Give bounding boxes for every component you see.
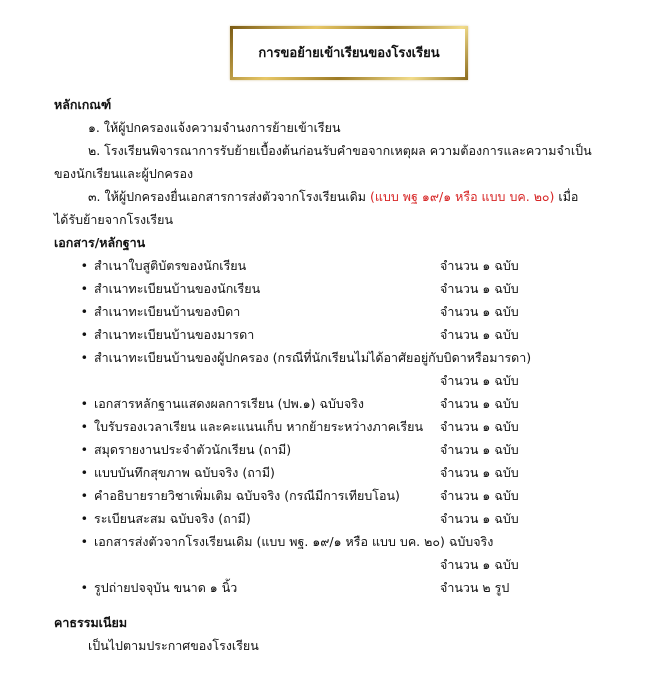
document-qty: จำนวน ๑ ฉบับ [440, 304, 519, 319]
document-qty: จำนวน ๑ ฉบับ [440, 442, 519, 457]
document-item [54, 507, 614, 530]
document-qty: จำนวน ๑ ฉบับ [440, 327, 519, 342]
bullet-icon: • [80, 511, 88, 526]
document-name: สำเนาใบสูติบัตรของนักเรียน [94, 258, 247, 273]
criteria-item-3-text: ๓. ให้ผู้ปกครองยื่นเอกสารการส่งตัวจากโรงเรียนเดิม [88, 189, 367, 204]
document-item [54, 576, 614, 599]
documents-heading: เอกสาร/หลักฐาน [54, 235, 146, 250]
title-text: การขอย้ายเข้าเรียนของโรงเรียน [258, 45, 440, 61]
document-qty: จำนวน ๒ รูป [440, 580, 510, 595]
document-item [54, 415, 614, 438]
bullet-icon: • [80, 281, 88, 296]
document-item [54, 392, 614, 415]
document-name: สำเนาทะเบียนบ้านของนักเรียน [94, 281, 261, 296]
document-name: สำเนาทะเบียนบ้านของผู้ปกครอง (กรณีที่นักเรียนไม่ได้อาศัยอยู่กับบิดาหรือมารดา) [94, 350, 532, 365]
document-name: ระเบียนสะสม ฉบับจริง (ถามี) [94, 511, 251, 526]
document-body [54, 93, 614, 657]
document-qty: จำนวน ๑ ฉบับ [440, 281, 519, 296]
document-qty: จำนวน ๑ ฉบับ [440, 488, 519, 503]
document-qty: จำนวน ๑ ฉบับ [440, 465, 519, 480]
document-item [54, 438, 614, 461]
document-item [54, 323, 614, 346]
document-name: แบบบันทึกสุขภาพ ฉบับจริง (ถามี) [94, 465, 275, 480]
criteria-item-3-continued: ได้รับย้ายจากโรงเรียน [54, 212, 174, 227]
document-name: คำอธิบายรายวิชาเพิ่มเติม ฉบับจริง (กรณีมีการเทียบโอน) [94, 488, 400, 503]
document-qty: จำนวน ๑ ฉบับ [440, 419, 519, 434]
bullet-icon: • [80, 258, 88, 273]
document-name: สำเนาทะเบียนบ้านของมารดา [94, 327, 255, 342]
bullet-icon: • [80, 350, 88, 365]
document-item [54, 530, 614, 553]
section-spacer [54, 599, 614, 611]
document-name: รูปถ่ายปจจุบัน ขนาด ๑ นิ้ว [94, 580, 238, 595]
bullet-icon: • [80, 396, 88, 411]
bullet-icon: • [80, 580, 88, 595]
criteria-item-3-form-ref: (แบบ พฐ ๑๙/๑ หรือ แบบ บค. ๒๐) [370, 189, 555, 204]
document-qty: จำนวน ๑ ฉบับ [440, 373, 519, 388]
criteria-heading: หลักเกณฑ์ [54, 97, 112, 112]
bullet-icon: • [80, 327, 88, 342]
bullet-icon: • [80, 442, 88, 457]
criteria-item-2: ๒. โรงเรียนพิจารณาการรับย้ายเบื้องต้นก่อนรับคำขอจากเหตุผล ความต้องการและความจำเป็น [88, 143, 592, 158]
document-name: สำเนาทะเบียนบ้านของบิดา [94, 304, 241, 319]
document-name: ใบรับรองเวลาเรียน และคะแนนเก็บ หากย้ายระหว่างภาคเรียน [94, 419, 423, 434]
document-name: เอกสารหลักฐานแสดงผลการเรียน (ปพ.๑) ฉบับจริง [94, 396, 364, 411]
document-item [54, 484, 614, 507]
bullet-icon: • [80, 419, 88, 434]
criteria-item-3 [54, 185, 614, 208]
document-item [54, 254, 614, 277]
document-title [230, 26, 468, 80]
fees-text: เป็นไปตามประกาศของโรงเรียน [88, 638, 259, 653]
document-qty: จำนวน ๑ ฉบับ [440, 258, 519, 273]
document-item [54, 277, 614, 300]
document-qty: จำนวน ๑ ฉบับ [440, 511, 519, 526]
document-name: สมุดรายงานประจำตัวนักเรียน (ถามี) [94, 442, 292, 457]
bullet-icon: • [80, 304, 88, 319]
document-qty: จำนวน ๑ ฉบับ [440, 396, 519, 411]
document-item [54, 346, 614, 369]
fees-heading: คาธรรมเนียม [54, 615, 128, 630]
criteria-item-1: ๑. ให้ผู้ปกครองแจ้งความจำนงการย้ายเข้าเรียน [88, 120, 341, 135]
document-qty: จำนวน ๑ ฉบับ [440, 557, 519, 572]
document-item [54, 300, 614, 323]
documents-list [54, 254, 614, 599]
criteria-item-3-tail: เมื่อ [558, 189, 579, 204]
bullet-icon: • [80, 488, 88, 503]
criteria-item-2-continued: ของนักเรียนและผู้ปกครอง [54, 166, 194, 181]
document-item [54, 461, 614, 484]
bullet-icon: • [80, 465, 88, 480]
document-name: เอกสารส่งตัวจากโรงเรียนเดิม (แบบ พฐ. ๑๙/๑ หรือ แบบ บค. ๒๐) ฉบับจริง [94, 534, 494, 549]
bullet-icon: • [80, 534, 88, 549]
